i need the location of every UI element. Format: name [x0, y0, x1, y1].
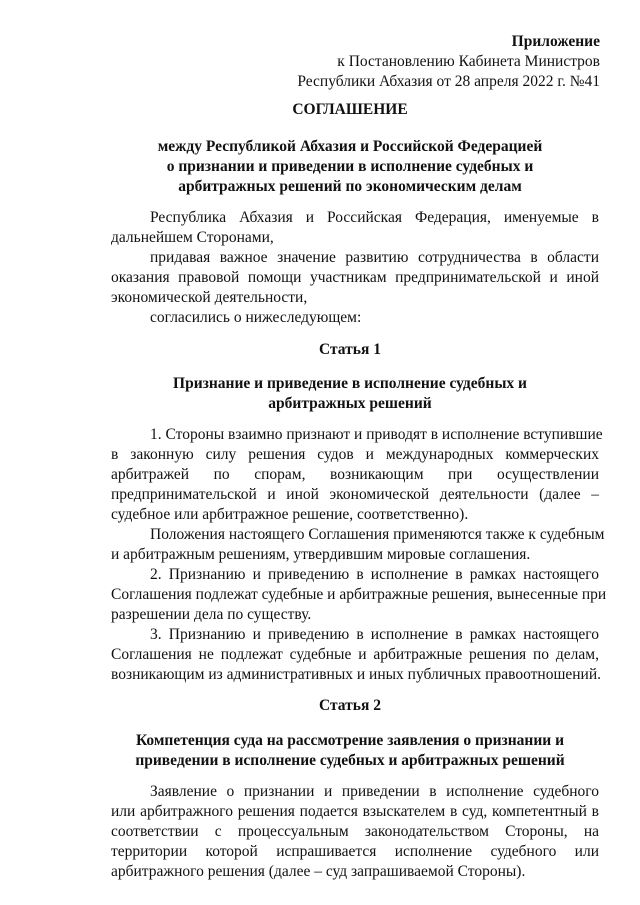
article-text-line: Заявление о признании и приведении в исполнение судебного [150, 783, 599, 800]
article-text-line: разрешении дела по существу. [111, 606, 312, 623]
article-text-line: Соглашения подлежат судебные и арбитражные решения, вынесенные при [111, 586, 607, 603]
preamble-line: придавая важное значение развитию сотрудничества в области [150, 249, 599, 266]
article-text-line: 2. Признанию и приведению в исполнение в рамках настоящего [150, 566, 599, 583]
article-text-line: или арбитражного решения подается взыскателем в суд, компетентный в [111, 803, 599, 820]
appendix-reference: к Постановлению Кабинета Министров [337, 53, 600, 70]
article-heading: приведении в исполнение судебных и арбитражных решений [135, 752, 565, 769]
preamble-line: согласились о нижеследующем: [150, 309, 362, 326]
preamble-line: оказания правовой помощи участникам предпринимательской и иной [111, 269, 599, 286]
article-text-line: 3. Признанию и приведению в исполнение в рамках настоящего [150, 626, 599, 643]
subtitle-line: арбитражных решений по экономическим делам [178, 178, 522, 195]
article-text-line: Соглашения не подлежат судебные и арбитражные решения по делам, [111, 646, 599, 663]
appendix-date: Республики Абхазия от 28 апреля 2022 г. №41 [297, 73, 600, 90]
article-text-line: арбитражного решения (далее – суд запрашиваемой Стороны). [111, 863, 526, 880]
article-text-line: территории которой испрашивается исполнение судебного или [111, 843, 599, 860]
article-text-line: предпринимательской и иной экономической деятельности (далее – [111, 486, 599, 503]
article-heading: арбитражных решений [268, 395, 432, 412]
article-number: Статья 1 [319, 341, 381, 358]
preamble-line: экономической деятельности, [111, 289, 308, 306]
appendix-label: Приложение [511, 33, 600, 50]
preamble-line: дальнейшем Сторонами, [111, 229, 274, 246]
subtitle-line: между Республикой Абхазия и Российской Федерацией [157, 138, 543, 155]
document-title: СОГЛАШЕНИЕ [292, 101, 408, 118]
article-text-line: и арбитражным решениям, утвердившим мировые соглашения. [111, 546, 531, 563]
article-text-line: Положения настоящего Соглашения применяются также к судебным [150, 526, 605, 543]
article-text-line: возникающим из административных и иных публичных правоотношений. [111, 666, 602, 683]
article-heading: Компетенция суда на рассмотрение заявления о признании и [135, 732, 565, 749]
article-text-line: арбитражей по спорам, возникающим при осуществлении [111, 466, 599, 483]
article-text-line: соответствии с процессуальным законодательством Стороны, на [111, 823, 599, 840]
article-text-line: судебное или арбитражное решение, соответственно). [111, 506, 469, 523]
subtitle-line: о признании и приведении в исполнение судебных и [166, 158, 534, 175]
article-heading: Признание и приведение в исполнение судебных и [173, 375, 527, 392]
article-text-line: в законную силу решения судов и международных коммерческих [111, 446, 599, 463]
article-number: Статья 2 [319, 697, 381, 714]
preamble-line: Республика Абхазия и Российская Федерация, именуемые в [150, 209, 599, 226]
article-text-line: 1. Стороны взаимно признают и приводят в исполнение вступившие [150, 426, 603, 443]
